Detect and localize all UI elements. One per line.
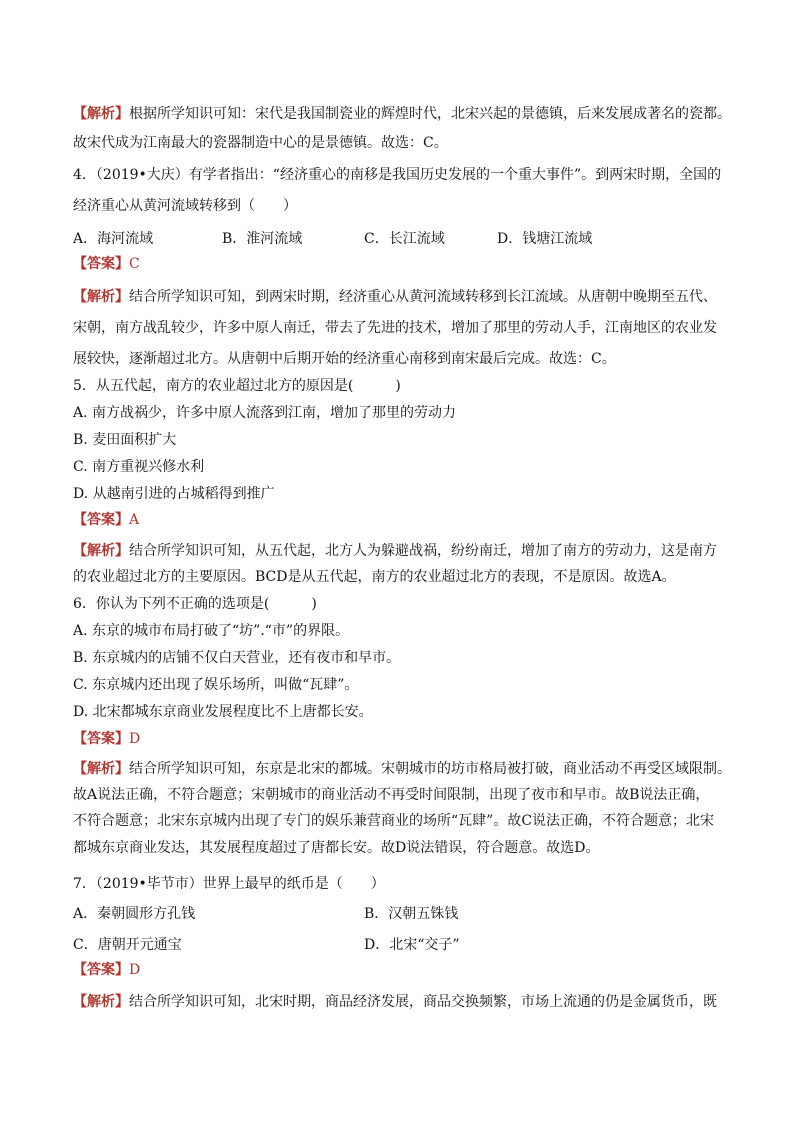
q7-option-a: A．秦朝圆形方孔钱 xyxy=(73,906,196,922)
q4-answer xyxy=(73,254,733,274)
q4-option-b: B．淮河流域 xyxy=(222,231,303,247)
q5-option-d: D. 从越南引进的占城稻得到推广 xyxy=(73,486,275,502)
q6-option-b: B. 东京城内的店铺不仅白天营业，还有夜市和早市。 xyxy=(73,650,401,666)
q5-analysis-line-2: 的农业超过北方的主要原因。BCD是从五代起，南方的农业超过北方的表现，不是原因。故选A。 xyxy=(73,569,676,585)
q5-stem: 5．从五代起，南方的农业超过北方的原因是( ) xyxy=(73,378,401,394)
q6-analysis-line-2: 故A说法正确，不符合题意；宋朝城市的商业活动不再受时间限制，出现了夜市和早市。故B说法正确， xyxy=(73,787,710,803)
answer-tag: 【答案】 xyxy=(73,731,129,747)
q7-option-c: C．唐朝开元通宝 xyxy=(73,937,182,953)
q6-stem: 6．你认为下列不正确的选项是( ) xyxy=(73,596,317,612)
q5-answer xyxy=(73,510,733,530)
q3-analysis-line-1: 【解析】根据所学知识可知：宋代是我国制瓷业的辉煌时代，北宋兴起的景德镇，后来发展成著名的瓷都。 xyxy=(73,106,731,122)
q6-answer xyxy=(73,729,733,749)
q7-analysis-line-1: 【解析】结合所学知识可知，北宋时期，商品经济发展，商品交换频繁，市场上流通的仍是金属货币，既 xyxy=(73,994,717,1010)
answer-tag: 【答案】 xyxy=(73,512,129,528)
q4-option-d: D．钱塘江流域 xyxy=(497,231,593,247)
q4-analysis-line-3: 展较快，逐渐超过北方。从唐朝中后期开始的经济重心南移到南宋最后完成。故选：C。 xyxy=(73,351,616,367)
analysis-tag: 【解析】 xyxy=(73,543,129,559)
q4-option-c: C．长江流域 xyxy=(364,231,445,247)
q7-stem: 7．（2019•毕节市）世界上最早的纸币是（ ） xyxy=(73,876,385,892)
analysis-tag: 【解析】 xyxy=(73,289,129,305)
q5-analysis-line-1: 【解析】结合所学知识可知，从五代起，北方人为躲避战祸，纷纷南迁，增加了南方的劳动力，这是南方 xyxy=(73,543,717,559)
q4-answer-value: C xyxy=(129,256,140,272)
q6-option-d: D. 北宋都城东京商业发展程度比不上唐都长安。 xyxy=(73,704,373,720)
q6-analysis-line-3: 不符合题意；北宋东京城内出现了专门的娱乐兼营商业的场所“瓦肆”。故C说法正确，不符合题意；北宋 xyxy=(73,813,715,829)
analysis-tag: 【解析】 xyxy=(73,106,129,122)
q4-analysis-line-1: 【解析】结合所学知识可知，到两宋时期，经济重心从黄河流域转移到长江流域。从唐朝中晚期至五代、 xyxy=(73,289,717,305)
q4-stem-line-1: 4．（2019•大庆）有学者指出：“经济重心的南移是我国历史发展的一个重大事件”。到两宋时期，全国的 xyxy=(73,167,722,183)
q7-option-b: B．汉朝五铢钱 xyxy=(364,906,459,922)
q5-option-b: B. 麦田面积扩大 xyxy=(73,432,177,448)
q6-answer-value: D xyxy=(129,731,141,747)
analysis-tag: 【解析】 xyxy=(73,761,129,777)
q4-option-a: A．海河流域 xyxy=(73,231,154,247)
q5-answer-value: A xyxy=(129,512,140,528)
answer-tag: 【答案】 xyxy=(73,962,129,978)
q6-option-a: A. 东京的城市布局打破了“坊”.“市”的界限。 xyxy=(73,623,350,639)
analysis-tag: 【解析】 xyxy=(73,994,129,1010)
q4-stem-line-2: 经济重心从黄河流域转移到（ ） xyxy=(73,198,297,214)
answer-tag: 【答案】 xyxy=(73,256,129,272)
q6-analysis-line-1: 【解析】结合所学知识可知，东京是北宋的都城。宋朝城市的坊市格局被打破，商业活动不再受区域限制。 xyxy=(73,761,731,777)
q5-option-a: A. 南方战祸少，许多中原人流落到江南，增加了那里的劳动力 xyxy=(73,405,457,421)
q7-answer xyxy=(73,960,733,980)
q7-answer-value: D xyxy=(129,962,141,978)
q5-option-c: C. 南方重视兴修水利 xyxy=(73,459,205,475)
q3-analysis-line-2: 故宋代成为江南最大的瓷器制造中心的是景德镇。故选：C。 xyxy=(73,135,448,151)
q7-option-d: D．北宋“交子” xyxy=(364,937,460,953)
q4-analysis-line-2: 宋朝，南方战乱较少，许多中原人南迁，带去了先进的技术，增加了那里的劳动人手，江南地区的农业发 xyxy=(73,320,717,336)
q6-analysis-line-4: 都城东京商业发达，其发展程度超过了唐都长安。故D说法错误，符合题意。故选D。 xyxy=(73,840,600,856)
q6-option-c: C. 东京城内还出现了娱乐场所，叫做“瓦肆”。 xyxy=(73,677,359,693)
